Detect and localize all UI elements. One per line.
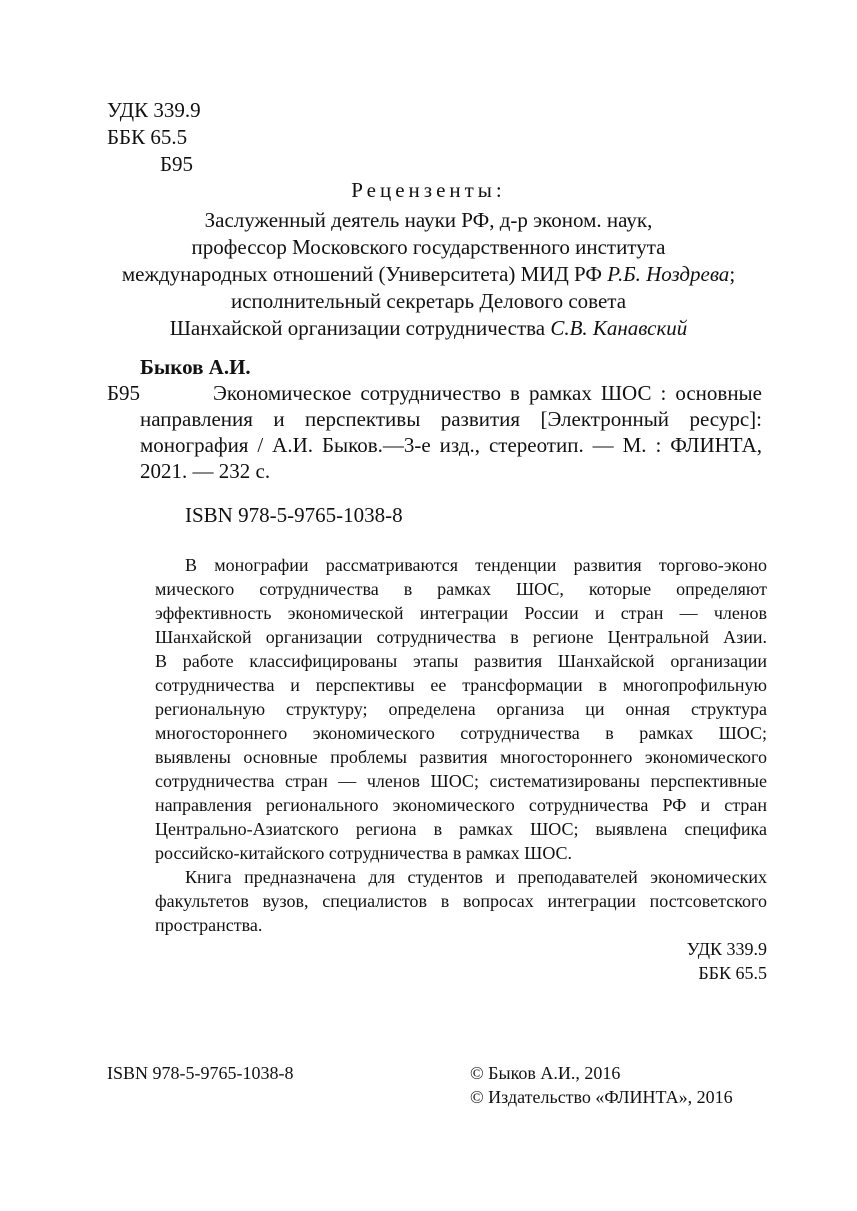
reviewers-heading: Рецензенты: [351,178,506,202]
book-desc-line-1: Экономическое сотрудничество в рамках ШОС : основные [213,381,762,405]
annotation-line: многостороннего экономического сотрудничества в рамках ШОС; [155,723,767,743]
book-mark: Б95 [107,381,141,405]
udk-code: УДК 339.9 [107,98,201,122]
reviewer-line-4: исполнительный секретарь Делового совета [230,289,627,313]
author-mark: Б95 [160,152,194,176]
annotation-line: выявлены основные проблемы развития многостороннего экономического [155,747,767,767]
reviewer-line-1: Заслуженный деятель науки РФ, д-р эконом. наук, [204,208,653,232]
reviewer-name-nozdreva: Р.Б. Ноздрева [607,262,730,286]
book-desc-line-2: направления и перспективы развития [Электронный ресурс]: [140,407,762,431]
annotation-line: направления регионального экономического сотрудничества РФ и стран [155,795,767,815]
annotation-line: В работе классифицированы этапы развития Шанхайской организации [155,651,767,671]
footer-udk: УДК 339.9 [686,939,767,959]
annotation-line: Центрально-Азиатского региона в рамках ШОС; выявлена специфика [155,819,767,839]
annotation-line: региональную структуру; определена организа ци онная структура [155,699,767,719]
reviewer-line-2: профессор Московского государственного института [191,235,666,259]
copyright-author: © Быков А.И., 2016 [470,1063,621,1083]
annotation-line: российско-китайского сотрудничества в рамках ШОС. [155,843,573,863]
annotation-line: пространства. [155,915,263,935]
book-author: Быков А.И. [140,355,251,379]
bbk-code: ББК 65.5 [107,125,188,149]
annotation-line: В монографии рассматриваются тенденции развития торгово-эконо [185,555,767,575]
copyright-publisher: © Издательство «ФЛИНТА», 2016 [470,1087,733,1107]
annotation-line: сотрудничества и перспективы ее трансформации в многопрофильную [155,675,767,695]
reviewer-line-3 [0,261,857,287]
footer-isbn: ISBN 978-5-9765-1038-8 [107,1063,294,1083]
book-isbn: ISBN 978-5-9765-1038-8 [185,503,403,527]
book-desc-line-3: монография / А.И. Быков.—3-е изд., стереотип. — М. : ФЛИНТА, [140,433,762,457]
annotation-line: факультетов вузов, специалистов в вопросах интеграции постсоветского [155,891,767,911]
reviewer-affiliation-2: Шанхайской организации сотрудничества [169,316,551,340]
book-desc-line-4: 2021. — 232 с. [140,459,271,483]
annotation-line: Шанхайской организации сотрудничества в регионе Центральной Азии. [155,627,767,647]
annotation-line: эффективность экономической интеграции России и стран — членов [155,603,767,623]
annotation-line: сотрудничества стран — членов ШОС; систематизированы перспективные [155,771,767,791]
reviewer-separator: ; [729,262,736,286]
reviewer-affiliation: международных отношений (Университета) МИД РФ [121,262,608,286]
footer-bbk: ББК 65.5 [698,963,767,983]
annotation-line: Книга предназначена для студентов и преподавателей экономических [185,867,767,887]
reviewer-line-5 [0,315,857,341]
annotation-line: мического сотрудничества в рамках ШОС, которые определяют [155,579,767,599]
reviewer-name-kanavsky: С.В. Канавский [550,316,688,340]
